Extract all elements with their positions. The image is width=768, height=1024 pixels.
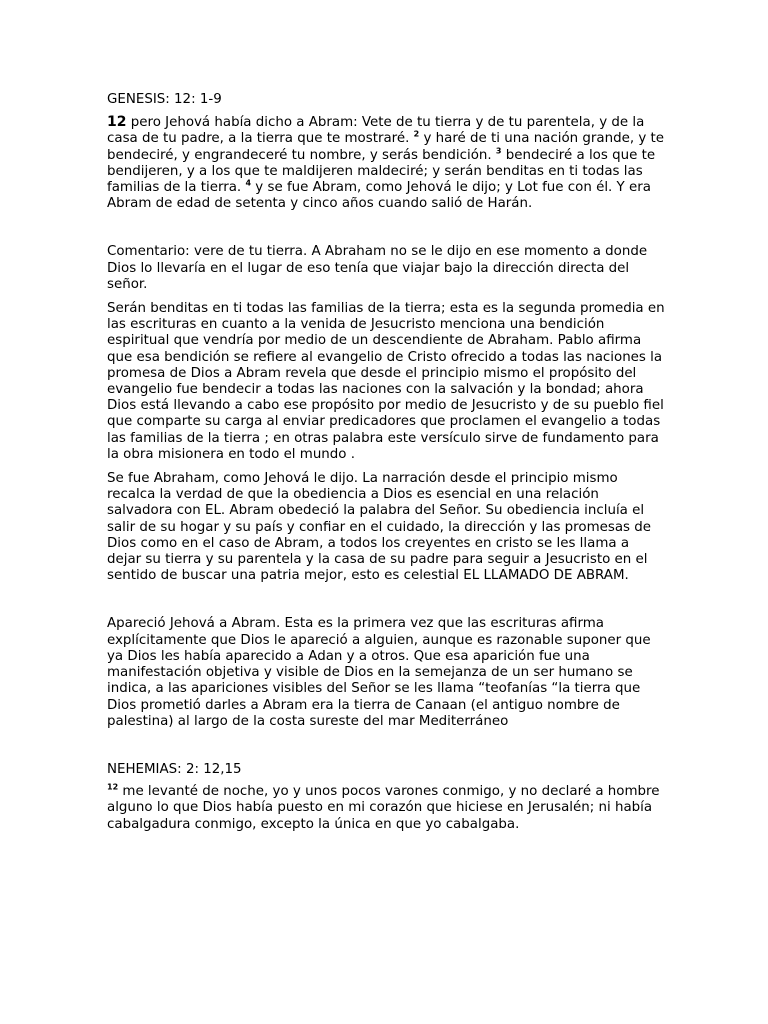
aparecio-paragraph: Apareció Jehová a Abram. Esta es la primera vez que las escrituras afirma explícitamente que Dios le apareció a alguien, aunque es razonable suponer que ya Dios les había aparecido a Adan y a otros. Que esa aparición fue una manifestación objetiva y visible de Dios en la semejanza de un ser humano se indica, a las apariciones visibles del Señor se les llama “teofanías “la tierra que Dios prometió darles a Abram era la tierra de Canaan (el antiguo nombre de palestina) al largo de la costa sureste del mar Mediterráneo [107, 616, 651, 729]
nehemias-passage [107, 784, 667, 833]
verse-2-text: y haré de ti una nación grande, y te bendeciré, y engrandeceré tu nombre, y serás bendición. [107, 131, 665, 163]
verse-3-text: bendeciré a los que te bendijeren, y a los que te maldijeren maldeciré; y serán benditas en ti todas las familias de la tierra. [107, 147, 656, 196]
chapter-number: 12 [107, 114, 127, 131]
genesis-passage [107, 114, 667, 212]
verse-2-number: 2 [413, 129, 420, 139]
verse-3-number: 3 [495, 146, 502, 156]
verse-4-text: y se fue Abram, como Jehová le dijo; y Lot fue con él. Y era Abram de edad de setenta y cinco años cuando salió de Harán. [107, 180, 651, 212]
verse-12-text: me levanté de noche, yo y unos pocos varones conmigo, y no declaré a hombre alguno lo que Dios había puesto en mi corazón que hiciese en Jerusalén; ni había cabalgadura conmigo, excepto la única en que yo cabalgaba. [107, 784, 660, 832]
verse-12-number: 12 [107, 782, 119, 792]
document-page [107, 92, 667, 841]
benditas-paragraph: Serán benditas en ti todas las familias de la tierra; esta es la segunda promedia en las escrituras en cuanto a la venida de Jesucristo menciona una bendición espiritual que vendría por medio de un descendiente de Abraham. Pablo afirma que esa bendición se refiere al evangelio de Cristo ofrecido a todas las naciones la promesa de Dios a Abram revela que desde el principio mismo el propósito del evangelio fue bendecir a todas las naciones con la salvación y la bondad; ahora Dios está llevando a cabo ese propósito por medio de Jesucristo y de su pueblo fiel que comparte su carga al enviar predicadores que proclamen el evangelio a todas las familias de la tierra ; en otras palabra este versículo sirve de fundamento para la obra misionera en todo el mundo . [107, 301, 665, 462]
comentario-paragraph: Comentario: vere de tu tierra. A Abraham no se le dijo en ese momento a donde Dios lo llevaría en el lugar de eso tenía que viajar bajo la dirección directa del señor. [107, 244, 648, 292]
se-fue-paragraph: Se fue Abraham, como Jehová le dijo. La narración desde el principio mismo recalca la verdad de que la obediencia a Dios es esencial en una relación salvadora con EL. Abram obedeció la palabra del Señor. Su obediencia incluía el salir de su hogar y su país y confiar en el cuidado, la dirección y las promesas de Dios como en el caso de Abram, a todos los creyentes en cristo se les llama a dejar su tierra y su parentela y la casa de su padre para seguir a Jesucristo en el sentido de buscar una patria mejor, esto es celestial EL LLAMADO DE ABRAM. [107, 471, 652, 584]
nehemias-heading: NEHEMIAS: 2: 12,15 [107, 761, 242, 777]
verse-1-text: pero Jehová había dicho a Abram: Vete de tu tierra y de tu parentela, y de la casa de tu padre, a la tierra que te mostraré. [107, 115, 645, 147]
verse-4-number: 4 [245, 178, 252, 188]
genesis-heading: GENESIS: 12: 1-9 [107, 92, 222, 107]
